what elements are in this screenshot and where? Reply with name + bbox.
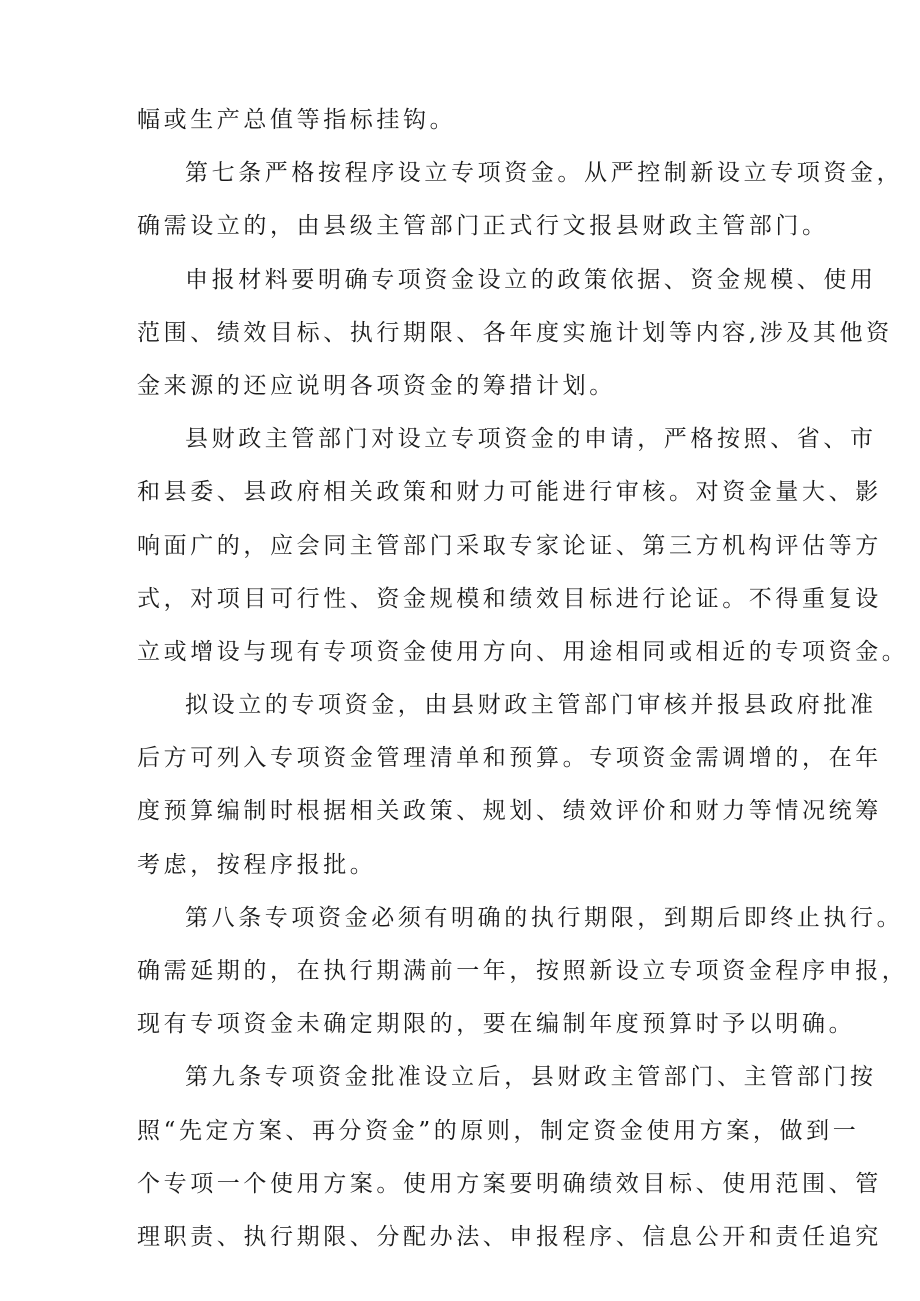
text-line: 范围、绩效目标、执行期限、各年度实施计划等内容,涉及其他资 xyxy=(137,319,893,346)
text-line: 幅或生产总值等指标挂钩。 xyxy=(137,107,457,133)
text-line: 个专项一个使用方案。使用方案要明确绩效目标、使用范围、管 xyxy=(137,1170,882,1197)
text-line: 考虑，按程序报批。 xyxy=(137,851,377,878)
text-line: 后方可列入专项资金管理清单和预算。专项资金需调增的，在年 xyxy=(137,745,882,772)
text-line: 金来源的还应说明各项资金的筹措计划。 xyxy=(137,372,616,399)
text-line: 申报材料要明确专项资金设立的政策依据、资金规模、使用 xyxy=(185,266,877,293)
text-line: 式，对项目可行性、资金规模和绩效目标进行论证。不得重复设 xyxy=(137,585,882,612)
text-line: 和县委、县政府相关政策和财力可能进行审核。对资金量大、影 xyxy=(137,479,882,506)
text-line: 拟设立的专项资金，由县财政主管部门审核并报县政府批准 xyxy=(185,692,877,719)
text-line: 县财政主管部门对设立专项资金的申请，严格按照、省、市 xyxy=(185,426,877,453)
text-line: 现有专项资金未确定期限的，要在编制年度预算时予以明确。 xyxy=(137,1011,856,1038)
text-line: 响面广的，应会同主管部门采取专家论证、第三方机构评估等方 xyxy=(137,532,882,559)
text-line: 第七条严格按程序设立专项资金。从严控制新设立专项资金， xyxy=(185,160,904,187)
text-line: 度预算编制时根据相关政策、规划、绩效评价和财力等情况统筹 xyxy=(137,798,882,825)
text-line: 立或增设与现有专项资金使用方向、用途相同或相近的专项资金。 xyxy=(137,638,909,665)
text-line: 第九条专项资金批准设立后，县财政主管部门、主管部门按 xyxy=(185,1064,877,1091)
text-line: 确需设立的，由县级主管部门正式行文报县财政主管部门。 xyxy=(137,213,829,240)
text-line: 照“先定方案、再分资金”的原则，制定资金使用方案，做到一 xyxy=(137,1117,860,1144)
document-body xyxy=(137,106,909,1276)
text-line: 确需延期的，在执行期满前一年，按照新设立专项资金程序申报， xyxy=(137,958,909,984)
text-line: 理职责、执行期限、分配办法、申报程序、信息公开和责任追究 xyxy=(137,1223,882,1250)
text-line: 第八条专项资金必须有明确的执行期限，到期后即终止执行。 xyxy=(185,904,904,931)
